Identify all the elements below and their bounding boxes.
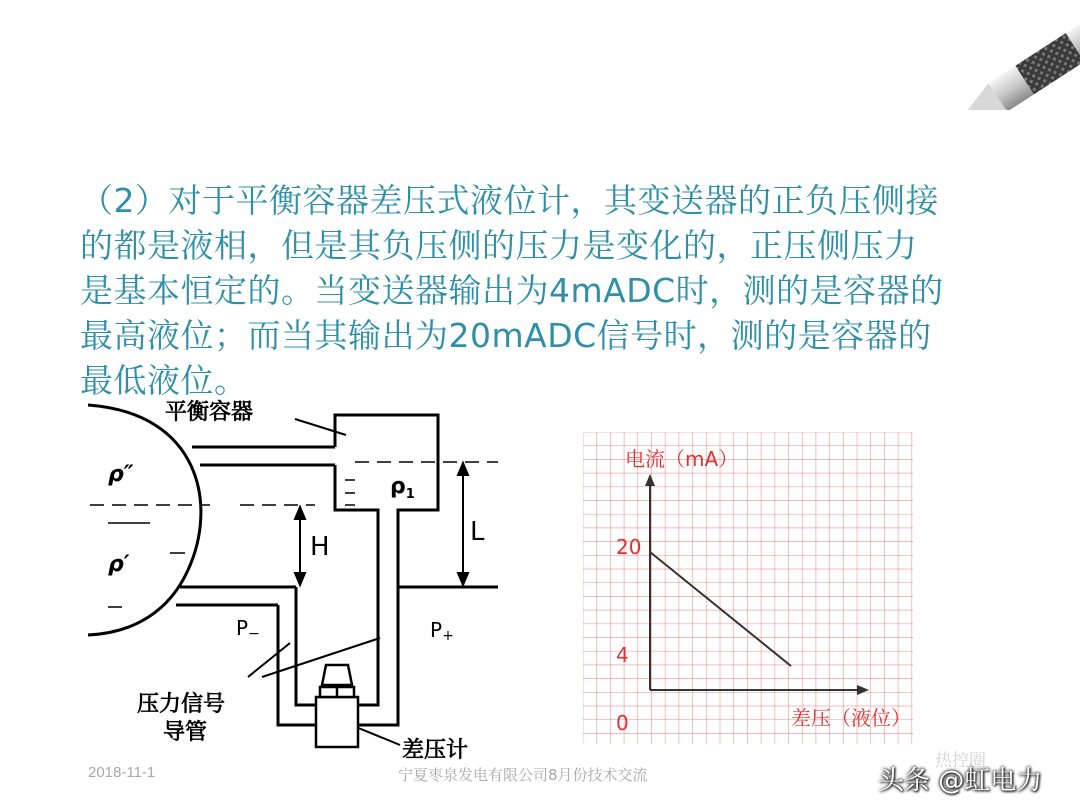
body-paragraph: （2）对于平衡容器差压式液位计，其变送器的正负压侧接的都是液相，但是其负压侧的压力是变化的，正压侧压力是基本恒定的。当变送器输出为4mADC时，测的是容器的最高液位；而当其输出为20mADC信号时，测的是容器的最低液位。: [80, 181, 944, 400]
x-axis-arrow: [857, 685, 869, 695]
dp-leader: [356, 727, 400, 745]
pen-decoration: [880, 0, 1080, 110]
signal-leader-1: [248, 643, 290, 677]
label-signal-pipe-1: 压力信号: [137, 692, 226, 717]
balance-container-diagram: [0, 395, 560, 765]
label-signal-pipe-2: 导管: [163, 720, 208, 745]
label-rho-prime: ρ′: [108, 552, 130, 577]
footer-date: 2018-11-1: [88, 764, 156, 781]
neg-pipe-inner: [296, 587, 316, 705]
drum-outline: [88, 405, 201, 635]
label-rho-double-prime: ρ″: [108, 462, 134, 487]
watermark-main: 头条 @虹电力: [878, 766, 1043, 796]
dp-meter-icon: [316, 665, 358, 747]
y-axis-label: 电流（mA）: [625, 447, 739, 471]
label-dp-meter: 差压计: [402, 738, 469, 763]
y-axis-arrow: [645, 474, 655, 486]
label-H: H: [310, 532, 330, 562]
label-p-plus: P+: [430, 618, 454, 644]
current-chart: [583, 432, 913, 744]
footer-org: 宁夏枣泉发电有限公司8月份技术交流: [398, 766, 648, 784]
y-tick-label: 0: [616, 711, 629, 735]
x-axis-label: 差压（液位）: [791, 706, 911, 730]
y-tick-label: 20: [616, 535, 642, 559]
balance-leader: [295, 419, 346, 435]
label-L: L: [470, 517, 485, 547]
label-balance-container: 平衡容器: [165, 400, 254, 425]
label-p-minus: P−: [236, 616, 260, 642]
y-tick-label: 4: [616, 643, 629, 667]
signal-leader-2: [262, 638, 380, 677]
label-rho-1: $\rho_1$: [390, 474, 415, 502]
watermark-faint: 热控圈: [935, 751, 986, 771]
